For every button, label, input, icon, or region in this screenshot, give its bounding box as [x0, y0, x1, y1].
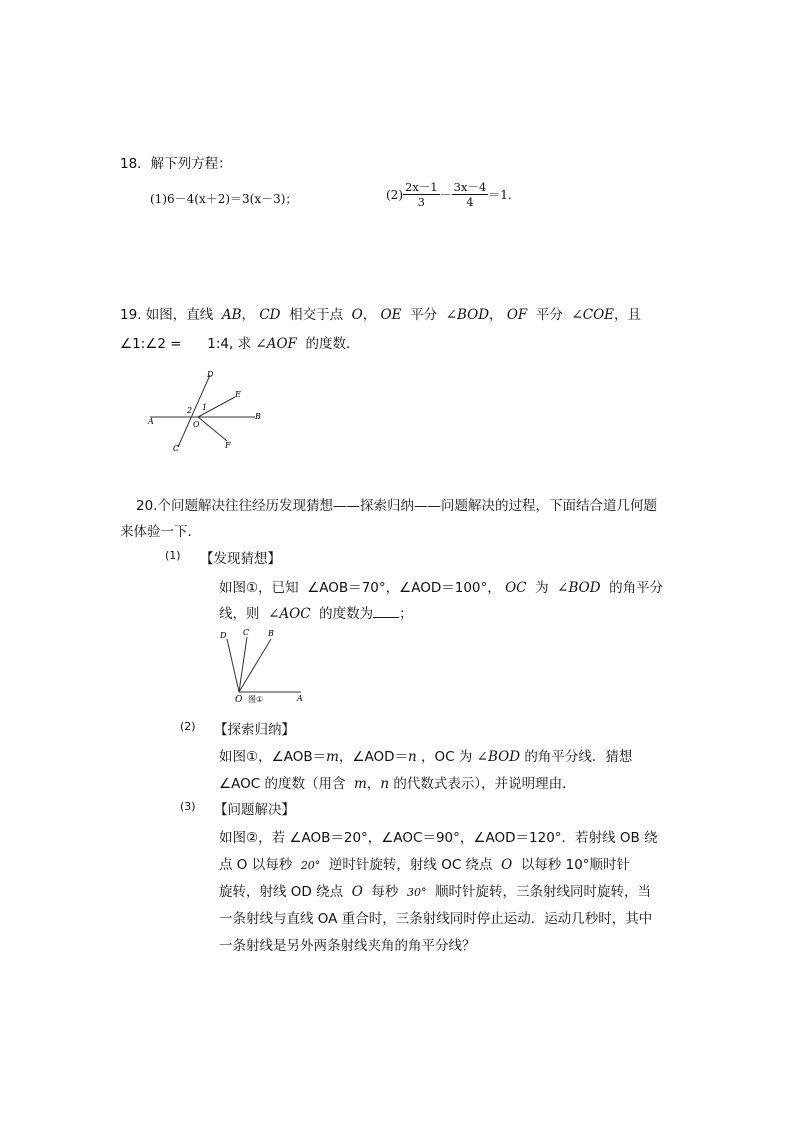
- fraction-1-numerator: 2x－1: [405, 180, 438, 194]
- q19-text: 平分: [410, 307, 438, 323]
- q18-part1-equation: (1)6－4(x＋2)＝3(x－3)；: [150, 192, 298, 206]
- label-a: A: [297, 694, 303, 703]
- q20-part3-line2: [219, 853, 630, 873]
- q20-text: ，OC 为: [421, 749, 473, 765]
- point-o: O: [501, 857, 513, 873]
- q20-text: 如图①，已知: [219, 580, 299, 596]
- q20-text: ；: [399, 606, 413, 622]
- comma: ，: [241, 307, 256, 323]
- q19-line2: [120, 332, 360, 352]
- q20-part3-line5: 一条射线是另外两条射线夹角的角平分线？: [219, 938, 476, 954]
- q20-part2-line1: [219, 745, 632, 765]
- label-o: O: [235, 695, 243, 705]
- q20-part2-number: (2): [180, 720, 196, 733]
- q20-part1-heading: 【发现猜想】: [200, 551, 281, 567]
- variable-n: n: [380, 776, 390, 792]
- ray-od-drawn: [227, 639, 239, 692]
- q18-part2-label: (2): [386, 187, 403, 202]
- equation-rhs: ＝1.: [488, 188, 512, 202]
- variable-n: n: [408, 749, 417, 765]
- q18-part2-equation: [386, 180, 512, 209]
- q20-part3-heading: 【问题解决】: [214, 802, 295, 818]
- q19-text: 平分: [535, 307, 563, 323]
- q20-part3-line3: [219, 880, 651, 900]
- q20-text: 的代数式表示），并说明理由．: [393, 776, 576, 792]
- q20-part2-heading: 【探索归纳】: [214, 722, 295, 738]
- q20-text: 每秒: [371, 884, 399, 900]
- label-b: B: [255, 412, 261, 421]
- answer-blank: [373, 605, 399, 618]
- ray-oc-drawn: [239, 637, 247, 692]
- label-a: A: [148, 417, 154, 426]
- fraction-1-denominator: 3: [417, 195, 425, 209]
- fraction-1: [403, 180, 440, 209]
- fraction-2: [452, 180, 489, 209]
- q20-part3-number: (3): [180, 800, 196, 813]
- q20-text: 以每秒 10°顺时针: [520, 857, 631, 873]
- q20-text: 的度数为: [319, 606, 374, 622]
- q20-text: 线，则: [219, 606, 260, 622]
- angle-bod: ∠BOD: [557, 580, 601, 596]
- q20-intro-line2: 来体验一下．: [120, 524, 201, 540]
- q19-figure: [145, 365, 270, 455]
- q20-part3-line4: 一条射线与直线 OA 重合时，三条射线同时停止运动．运动几秒时，其中: [219, 911, 653, 927]
- ray-of-drawn: [198, 417, 227, 441]
- q20-text: ，∠AOD＝: [338, 749, 409, 765]
- label-f: F: [225, 441, 231, 450]
- minus-sign: －: [439, 188, 452, 202]
- speed-30: 30°: [406, 886, 427, 899]
- label-b: B: [268, 629, 274, 638]
- q20-text: 顺时针旋转，三条射线同时旋转，当: [435, 884, 652, 900]
- q20-text: 点 O 以每秒: [219, 857, 293, 873]
- line-cd: CD: [259, 307, 281, 323]
- label-angle-1: 1: [202, 403, 208, 412]
- q20-text: 如图①，∠AOB＝: [219, 749, 327, 765]
- point-o: O: [351, 307, 363, 323]
- fraction-2-denominator: 4: [466, 195, 474, 209]
- q20-text: 为: [535, 580, 549, 596]
- angle-aof: ∠AOF: [255, 336, 297, 352]
- label-angle-2: 2: [187, 406, 193, 415]
- q19-text: ，且: [614, 307, 642, 323]
- ray-oc: OC: [505, 580, 527, 596]
- ray-ob-drawn: [239, 639, 271, 692]
- comma: ，: [489, 307, 503, 323]
- q19-line1: [120, 303, 641, 323]
- comma: ，: [366, 776, 381, 792]
- given-angles: ∠AOB＝70°，∠AOD＝100°，: [307, 580, 501, 596]
- angle-aoc: ∠AOC: [268, 606, 311, 622]
- ratio-value: 1:4,: [207, 336, 234, 352]
- label-d: D: [220, 631, 227, 640]
- ray-oe: OE: [380, 307, 402, 323]
- line-ab: AB: [221, 307, 242, 323]
- comma: ，: [362, 307, 377, 323]
- q18-title: 18．解下列方程：: [120, 156, 232, 172]
- figure-1-caption: 图①: [248, 695, 264, 704]
- label-c: C: [173, 444, 180, 453]
- q20-part3-line1: 如图②，若 ∠AOB＝20°，∠AOC＝90°，∠AOD＝120°．若射线 OB 绕: [219, 830, 658, 846]
- q19-text: 求: [237, 336, 252, 352]
- label-o: O: [193, 420, 200, 429]
- angle-bod: ∠BOD: [445, 307, 490, 323]
- q20-part1-line2: [219, 602, 413, 622]
- q20-text: 旋转，射线 OD 绕点: [219, 884, 344, 900]
- label-d: D: [207, 370, 214, 379]
- q20-part1-number: (1): [165, 549, 181, 562]
- ray-of: OF: [506, 307, 528, 323]
- label-c: C: [243, 628, 250, 637]
- q20-text: 逆时针旋转，射线 OC 绕点: [328, 857, 493, 873]
- figure-1: [215, 625, 310, 707]
- angle-bod: ∠BOD: [476, 749, 521, 765]
- q20-text: ∠AOC 的度数（用含: [219, 776, 346, 792]
- angle-coe: ∠COE: [571, 307, 615, 323]
- angle-ratio: ∠1:∠2 =: [120, 336, 182, 352]
- fraction-2-numerator: 3x－4: [453, 180, 487, 194]
- q19-text: 相交于点: [289, 307, 344, 323]
- speed-20: 20°: [300, 859, 321, 872]
- q20-text: 的角平分线．猜想: [524, 749, 633, 765]
- label-e: E: [235, 390, 241, 399]
- q19-text: 19. 如图，直线: [120, 307, 214, 323]
- q20-part2-line2: [219, 772, 576, 792]
- q20-text: 的角平分: [609, 580, 664, 596]
- q19-text: 的度数．: [305, 336, 360, 352]
- variable-m: m: [326, 749, 339, 765]
- q20-intro-line1: 20.个问题解决往往经历发现猜想——探索归纳——问题解决的过程，下面结合道几何题: [136, 498, 657, 514]
- variable-m: m: [354, 776, 367, 792]
- q20-part1-line1: [219, 576, 663, 596]
- point-o: O: [351, 884, 363, 900]
